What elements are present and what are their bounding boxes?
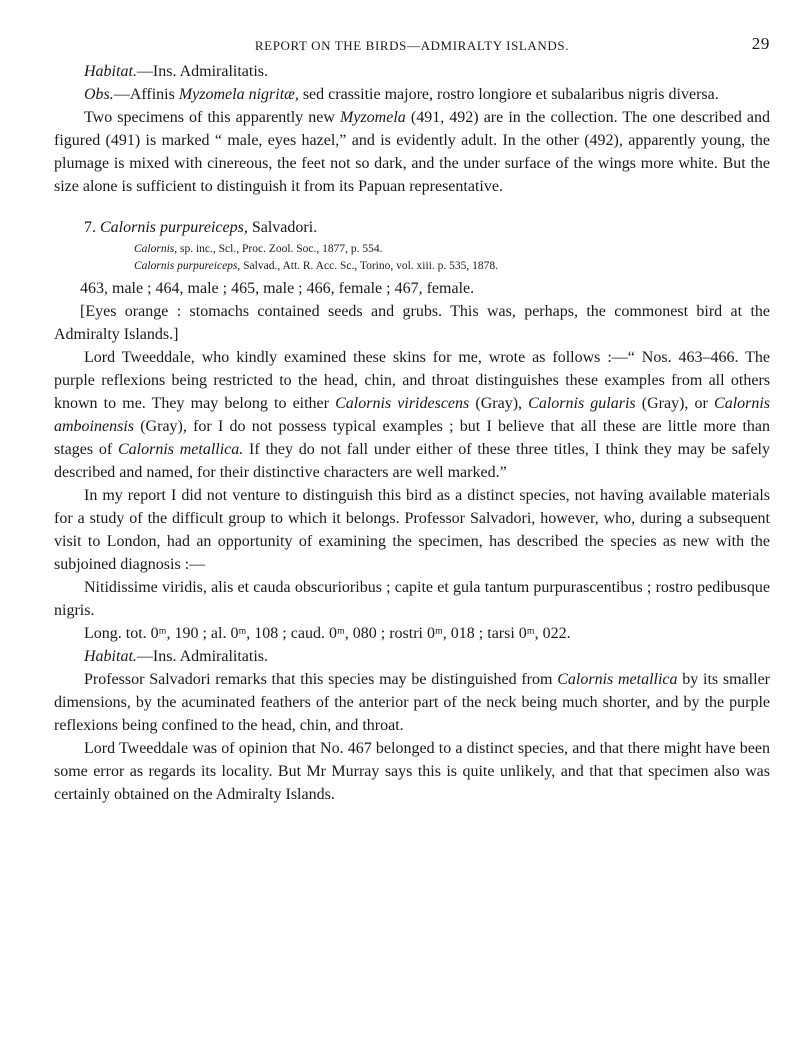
- species-name: Calornis metallica.: [117, 441, 244, 458]
- synonym-entry: [54, 258, 770, 275]
- page-header: [54, 36, 770, 60]
- salvadori-text-1: Professor Salvadori remarks that this species may be distinguished from: [84, 671, 558, 688]
- species-name: Calornis amboinensis: [54, 395, 771, 435]
- salvadori-paragraph: [54, 668, 770, 737]
- salvadori-text-2: by its smaller dimensions, by the acuminated feathers of the anterior part of the neck being much shorter, and by the purple reflexions being confined to the head, chin, and throat.: [54, 671, 770, 734]
- tweeddale-text-5: If they do not fall under either of these three titles, I think they may be safely described and named, for their distinctive characters are well marked.”: [54, 441, 770, 481]
- species-number: 7.: [84, 219, 100, 236]
- species-heading: [54, 216, 770, 239]
- species-name: Calornis metallica: [557, 671, 678, 688]
- myzomela-text-1: Two specimens of this apparently new: [84, 109, 341, 126]
- book-page: [54, 36, 770, 806]
- species-heading-name: Calornis purpureiceps,: [100, 219, 248, 236]
- synonym-name: Calornis purpureiceps,: [134, 260, 241, 272]
- synonym-citation: sp. inc., Scl., Proc. Zool. Soc., 1877, p. 554.: [177, 243, 383, 255]
- obs-text-2: sed crassitie majore, rostro longiore et subalaribus nigris diversa.: [298, 86, 719, 103]
- page-number: 29: [751, 34, 770, 53]
- tweeddale-text-3: (Gray), or: [635, 395, 715, 412]
- habitat-label: Habitat.: [84, 63, 137, 80]
- measurements: Long. tot. 0ᵐ, 190 ; al. 0ᵐ, 108 ; caud. 0ᵐ, 080 ; rostri 0ᵐ, 018 ; tarsi 0ᵐ, 022.: [84, 625, 571, 642]
- habitat-text: —Ins. Admiralitatis.: [136, 648, 268, 665]
- synonymy-block: [54, 241, 770, 275]
- latin-diagnosis: Nitidissime viridis, alis et cauda obscurioribus ; capite et gula tantum purpurascentibus ; rostro pedibusque nigris.: [54, 579, 770, 619]
- field-note: [Eyes orange : stomachs contained seeds and grubs. This was, perhaps, the commonest bird at the Admiralty Islands.]: [54, 303, 770, 343]
- tweeddale-text-4: (Gray), for I do not possess typical examples ; but I believe that all these are little more than stages of: [54, 418, 770, 458]
- obs-text-1: —Affinis: [113, 86, 179, 103]
- obs-paragraph: [54, 83, 770, 106]
- species-name: Calornis viridescens: [335, 395, 470, 412]
- final-paragraph: Lord Tweeddale was of opinion that No. 467 belonged to a distinct species, and that there might have been some error as regards its locality. But Mr Murray says this is quite unlikely, and that that specimen also was certainly obtained on the Admiralty Islands.: [54, 740, 770, 803]
- species-name: Myzomela nigritæ,: [178, 86, 299, 103]
- tweeddale-paragraph: [54, 346, 770, 484]
- obs-label: Obs.: [84, 86, 114, 103]
- species-name: Calornis gularis: [528, 395, 636, 412]
- tweeddale-text-1: Lord Tweeddale, who kindly examined these skins for me, wrote as follows :—“ Nos. 463–466. The purple reflexions being restricted to the head, chin, and throat distinguishes these examples from all others known to me. They may belong to either: [54, 349, 770, 412]
- myzomela-paragraph: [54, 106, 770, 198]
- specimen-list: 463, male ; 464, male ; 465, male ; 466, female ; 467, female.: [80, 280, 475, 297]
- myzomela-text-2: (491, 492) are in the collection. The one described and figured (491) is marked “ male, eyes hazel,” and is evidently adult. In the other (492), apparently young, the plumage is mixed with cinereous, the feet not so dark, and the under surface of the wings more white. But the size alone is sufficient to distinguish it from its Papuan representative.: [54, 109, 771, 195]
- tweeddale-text-2: (Gray),: [469, 395, 529, 412]
- report-paragraph: In my report I did not venture to distinguish this bird as a distinct species, not having available materials for a study of the difficult group to which it belongs. Professor Salvadori, however, who, during a subsequent visit to London, had an opportunity of examining the specimen, has described the species as new with the subjoined diagnosis :—: [54, 487, 770, 573]
- habitat-label: Habitat.: [84, 648, 137, 665]
- habitat-paragraph-2: [54, 645, 770, 668]
- habitat-paragraph: [54, 60, 770, 83]
- synonym-citation: Salvad., Att. R. Acc. Sc., Torino, vol. xiii. p. 535, 1878.: [240, 260, 499, 272]
- species-author: Salvadori.: [247, 219, 318, 236]
- synonym-entry: [54, 241, 770, 258]
- species-name: Myzomela: [340, 109, 406, 126]
- running-head: REPORT ON THE BIRDS—ADMIRALTY ISLANDS.: [254, 38, 570, 53]
- habitat-text: —Ins. Admiralitatis.: [136, 63, 268, 80]
- synonym-name: Calornis,: [134, 243, 178, 255]
